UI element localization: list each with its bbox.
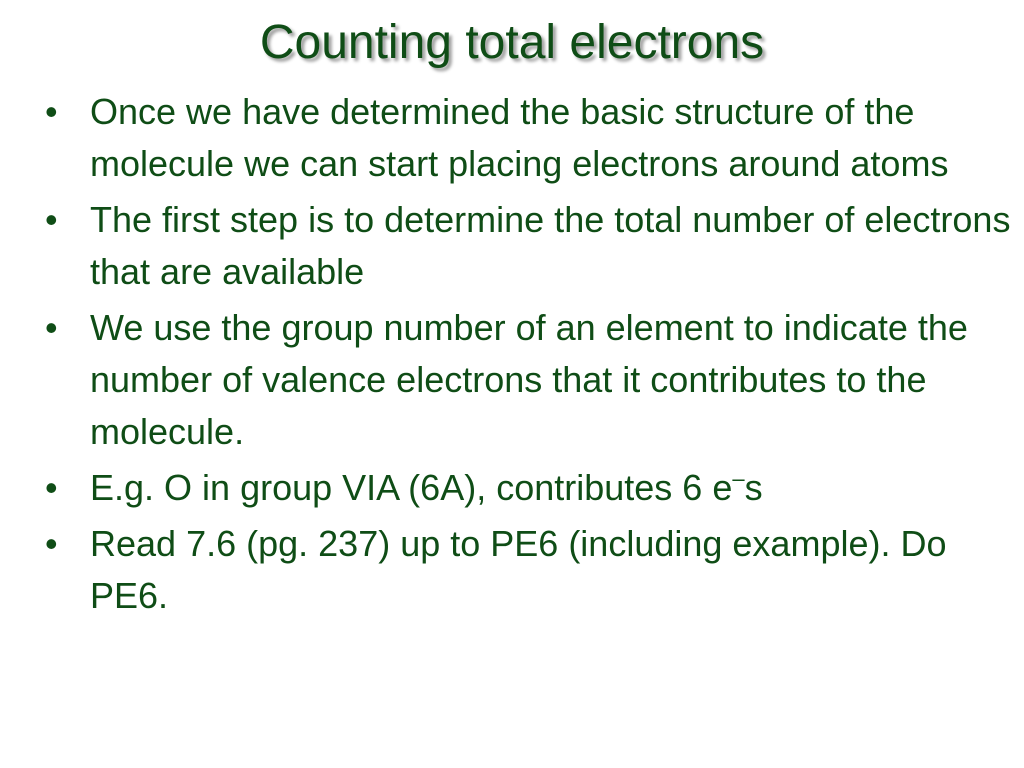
bullet-item: [45, 302, 1020, 458]
bullet-item: [45, 86, 1020, 190]
bullet-list: [45, 86, 1020, 626]
bullet-dot-icon: •: [45, 307, 58, 348]
bullet-dot-icon: •: [45, 523, 58, 564]
bullet-text: We use the group number of an element to indicate the number of valence electrons that it contributes to the molecule.: [90, 307, 968, 452]
bullet-dot-icon: •: [45, 467, 58, 508]
bullet-text-suffix: s: [744, 467, 763, 508]
bullet-item: [45, 518, 1020, 622]
slide-title: Counting total electrons: [259, 16, 765, 69]
bullet-item: [45, 194, 1020, 298]
bullet-item: [45, 462, 1020, 514]
bullet-text: Read 7.6 (pg. 237) up to PE6 (including example). Do PE6.: [90, 523, 947, 616]
electron-charge-superscript: –: [732, 466, 745, 491]
bullet-dot-icon: •: [45, 91, 58, 132]
bullet-text: Once we have determined the basic structure of the molecule we can start placing electrons around atoms: [90, 91, 949, 184]
bullet-dot-icon: •: [45, 199, 58, 240]
bullet-text: [90, 467, 763, 508]
bullet-text-main: E.g. O in group VIA (6A), contributes 6 e: [90, 467, 733, 508]
bullet-text: The first step is to determine the total number of electrons that are available: [90, 199, 1011, 292]
